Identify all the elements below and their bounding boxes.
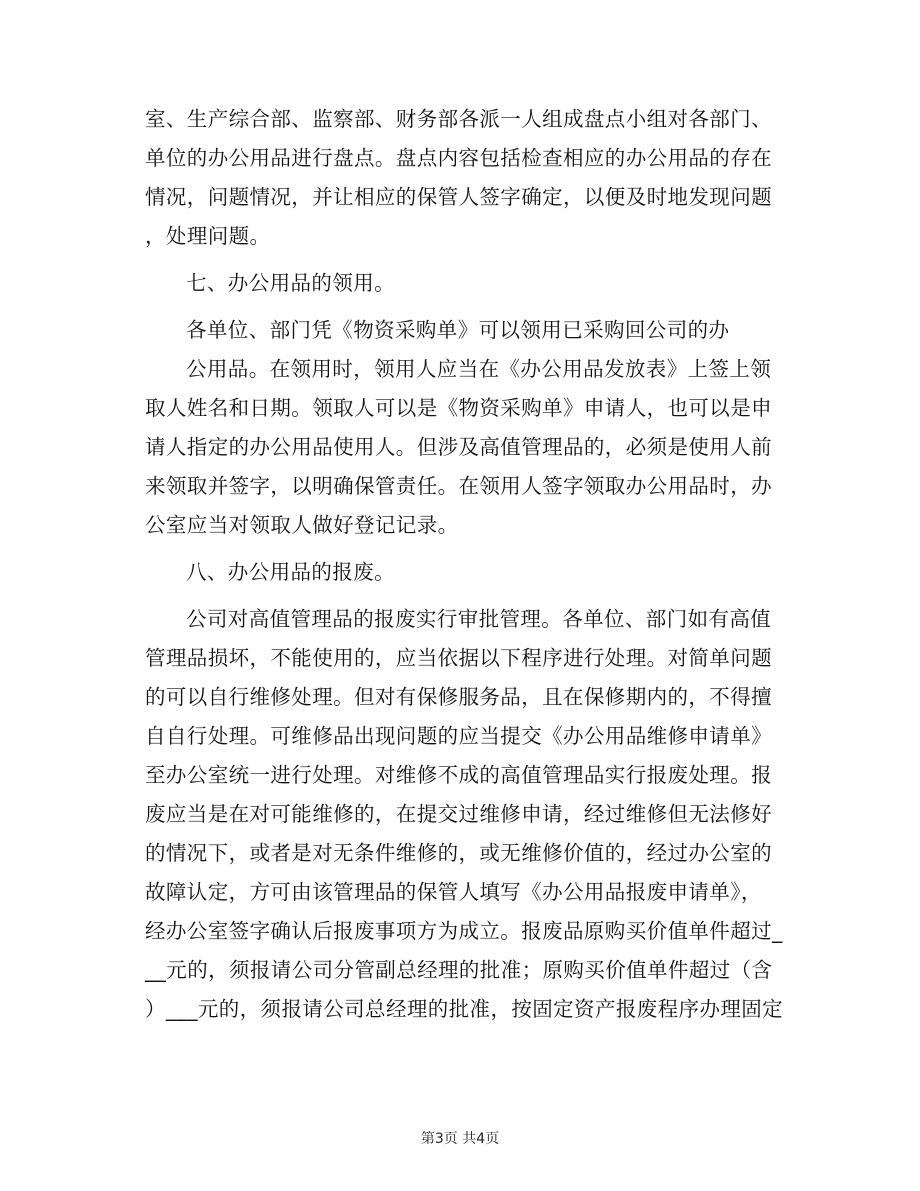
text-line: ，处理问题。 bbox=[145, 224, 271, 248]
text-line: 公用品。在领用时，领用人应当在《办公用品发放表》上签上领 bbox=[186, 357, 772, 381]
text-line: ）___元的，须报请公司总经理的批准，按固定资产报废程序办理固定 bbox=[145, 997, 784, 1021]
text-line: 故障认定，方可由该管理品的保管人填写《办公用品报废申请单》， bbox=[145, 880, 762, 904]
text-line: 单位的办公用品进行盘点。盘点内容包括检查相应的办公用品的存在 bbox=[145, 146, 772, 170]
text-line: 情况，问题情况，并让相应的保管人签字确定，以便及时地发现问题 bbox=[145, 185, 772, 209]
text-line: 各单位、部门凭《物资采购单》可以领用已采购回公司的办 bbox=[186, 318, 730, 342]
text-line: 室、生产综合部、监察部、财务部各派一人组成盘点小组对各部门、 bbox=[145, 107, 772, 131]
text-line: 公司对高值管理品的报废实行审批管理。各单位、部门如有高值 bbox=[186, 607, 772, 631]
text-line: 来领取并签字，以明确保管责任。在领用人签字领取办公用品时，办 bbox=[145, 474, 772, 498]
text-line: 取人姓名和日期。领取人可以是《物资采购单》申请人，也可以是申 bbox=[145, 396, 772, 420]
text-line: 请人指定的办公用品使用人。但涉及高值管理品的，必须是使用人前 bbox=[145, 435, 772, 459]
text-line: 的情况下，或者是对无条件维修的，或无维修价值的，经过办公室的 bbox=[145, 841, 772, 865]
text-line: 管理品损坏，不能使用的，应当依据以下程序进行处理。对简单问题 bbox=[145, 646, 772, 670]
page-number: 第3页 共4页 bbox=[420, 1131, 500, 1147]
text-line: 经办公室签字确认后报废事项方为成立。报废品原购买价值单件超过_ bbox=[145, 919, 783, 943]
section-heading: 八、办公用品的报废。 bbox=[186, 560, 395, 584]
text-line: 自自行处理。可维修品出现问题的应当提交《办公用品维修申请单》 bbox=[145, 724, 772, 748]
text-line: 的可以自行维修处理。但对有保修服务品，且在保修期内的，不得擅 bbox=[145, 685, 772, 709]
text-line: __元的，须报请公司分管副总经理的批准；原购买价值单件超过（含 bbox=[145, 958, 773, 982]
section-heading: 七、办公用品的领用。 bbox=[186, 271, 395, 295]
text-line: 公室应当对领取人做好登记记录。 bbox=[145, 513, 459, 537]
text-line: 废应当是在对可能维修的，在提交过维修申请，经过维修但无法修好 bbox=[145, 802, 772, 826]
text-line: 至办公室统一进行处理。对维修不成的高值管理品实行报废处理。报 bbox=[145, 763, 772, 787]
